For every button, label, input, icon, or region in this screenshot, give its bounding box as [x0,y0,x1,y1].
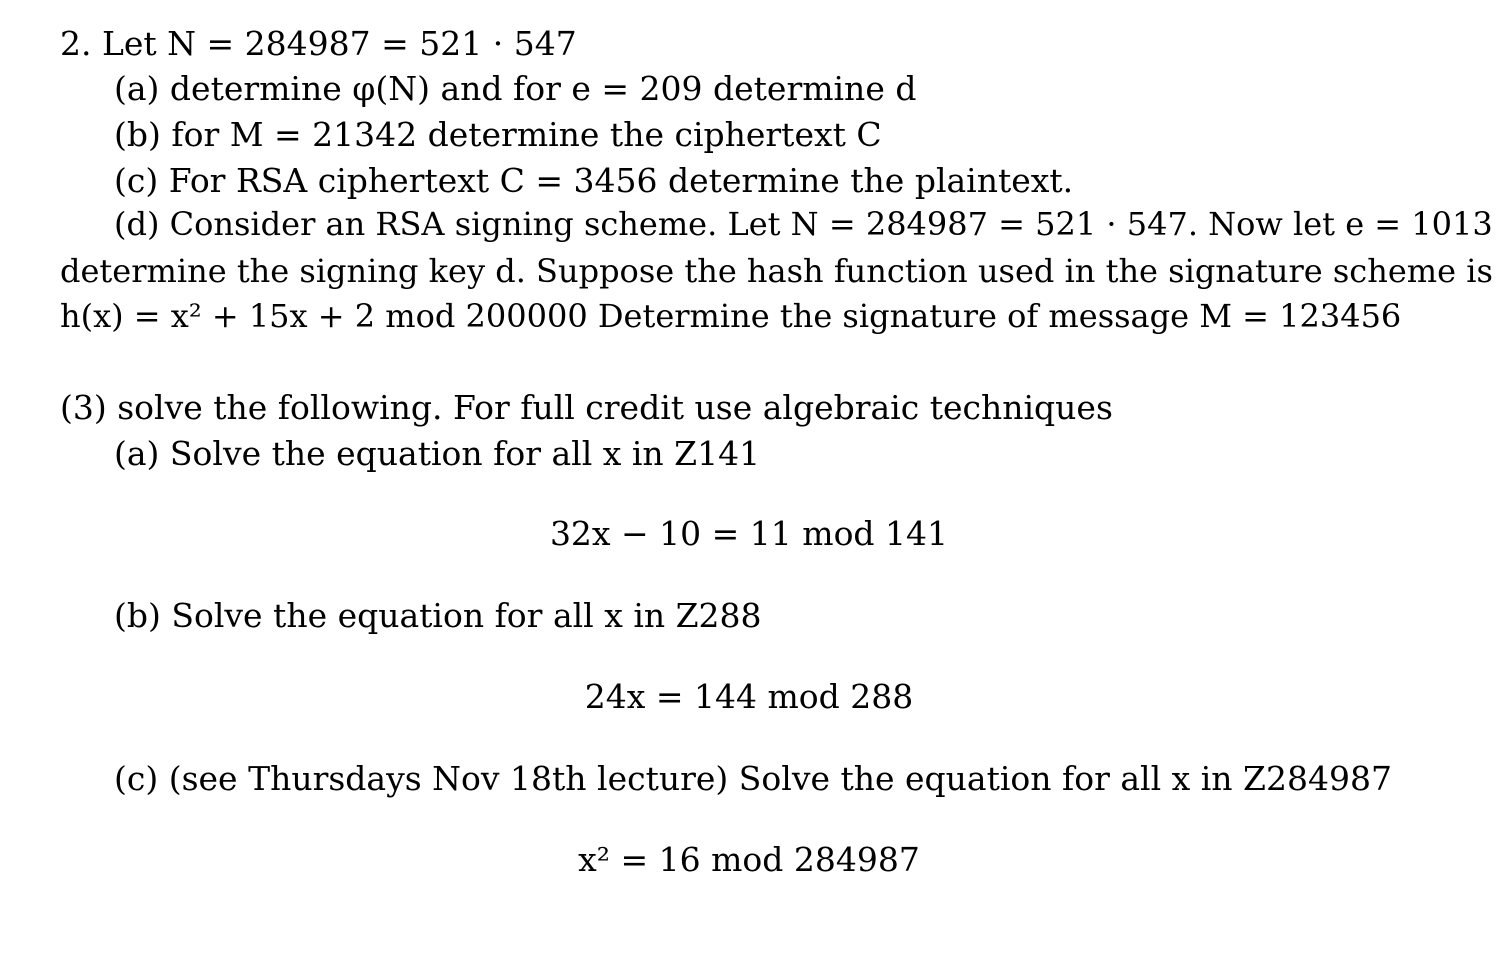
problem-3-equation-b: 24x = 144 mod 288 [584,677,914,716]
problem-2-part-d-line-2: determine the signing key d. Suppose the hash function used in the signature scheme is [60,252,1493,290]
problem-3-header: (3) solve the following. For full credit use algebraic techniques [60,388,1113,427]
problem-3-equation-a: 32x − 10 = 11 mod 141 [549,514,949,553]
problem-2-part-b: (b) for M = 21342 determine the ciphertext C [114,115,882,154]
problem-2-header: 2. Let N = 284987 = 521 · 547 [60,24,577,63]
problem-2-part-d-line-1: (d) Consider an RSA signing scheme. Let N = 284987 = 521 · 547. Now let e = 1013 [114,205,1493,243]
problem-2-part-c: (c) For RSA ciphertext C = 3456 determine the plaintext. [114,161,1074,200]
problem-3-part-c: (c) (see Thursdays Nov 18th lecture) Solve the equation for all x in Z284987 [114,759,1392,798]
problem-3-part-b: (b) Solve the equation for all x in Z288 [114,596,762,635]
problem-2-part-d-line-3: h(x) = x² + 15x + 2 mod 200000 Determine the signature of message M = 123456 [60,297,1402,335]
problem-2-part-a: (a) determine φ(N) and for e = 209 determine d [114,69,917,108]
problem-3-part-a: (a) Solve the equation for all x in Z141 [114,434,761,473]
problem-3-equation-c: x² = 16 mod 284987 [578,840,920,879]
